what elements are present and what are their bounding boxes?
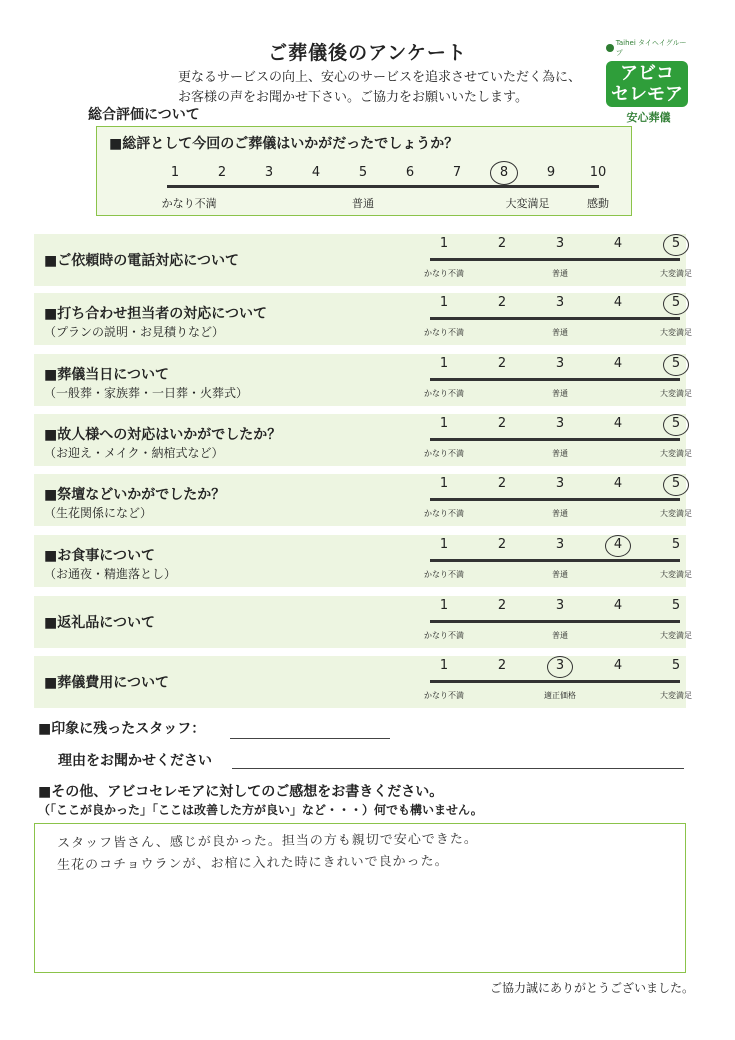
rating-option[interactable]: 3	[555, 658, 565, 673]
rating-scale-label: 大変満足	[660, 269, 692, 278]
selected-rating-circle	[663, 414, 689, 436]
rating-option[interactable]: 2	[497, 416, 507, 431]
rating-option[interactable]: 1	[439, 416, 449, 431]
rating-option[interactable]: 3	[555, 295, 565, 310]
question-title: ■祭壇などいかがでしたか？	[44, 487, 226, 503]
question-title: ■お食事について	[44, 548, 155, 564]
rating-option[interactable]: 4	[613, 416, 623, 431]
rating-option[interactable]: 3	[555, 537, 565, 552]
overall-scale-option[interactable]: 6	[405, 165, 415, 180]
brand-badge	[606, 61, 688, 107]
rating-scale-label: 普通	[552, 449, 568, 458]
overall-scale-option[interactable]: 1	[170, 165, 180, 180]
rating-option[interactable]: 1	[439, 295, 449, 310]
rating-option[interactable]: 1	[439, 658, 449, 673]
company-logo	[606, 38, 691, 125]
overall-scale-option[interactable]: 2	[217, 165, 227, 180]
rating-option[interactable]: 3	[555, 236, 565, 251]
rating-option[interactable]: 5	[671, 658, 681, 673]
rating-option[interactable]: 5	[671, 537, 681, 552]
rating-option[interactable]: 4	[613, 658, 623, 673]
rating-scale-line	[430, 498, 680, 501]
comments-heading: ■その他、アビコセレモアに対してのご感想をお書きください。	[38, 784, 444, 800]
overall-scale-option[interactable]: 9	[546, 165, 556, 180]
question-row	[34, 234, 692, 286]
question-subtitle: （一般葬・家族葬・一日葬・火葬式）	[44, 386, 249, 400]
rating-option[interactable]: 2	[497, 658, 507, 673]
rating-scale-label: 普通	[552, 631, 568, 640]
rating-scale-line	[430, 317, 680, 320]
selected-rating-circle	[663, 234, 689, 256]
rating-scale-label: 適正価格	[544, 691, 576, 700]
rating-option[interactable]: 2	[497, 476, 507, 491]
overall-scale-option[interactable]: 8	[499, 165, 509, 180]
brand-tagline: 安心葬儀	[626, 111, 671, 124]
selected-rating-circle	[663, 474, 689, 496]
rating-option[interactable]: 2	[497, 295, 507, 310]
rating-scale-label: 大変満足	[660, 570, 692, 579]
selected-rating-circle	[605, 535, 631, 557]
rating-option[interactable]: 3	[555, 476, 565, 491]
selected-rating-circle	[663, 354, 689, 376]
rating-option[interactable]: 3	[555, 356, 565, 371]
rating-scale-label: 普通	[552, 389, 568, 398]
rating-scale-label: 大変満足	[660, 691, 692, 700]
question-row	[34, 535, 692, 587]
question-title: ■故人様への対応はいかがでしたか？	[44, 427, 282, 443]
intro-line-2: お客様の声をお聞かせ下さい。ご協力をお願いいたします。	[178, 90, 528, 105]
overall-scale-label: 感動	[587, 197, 609, 210]
group-name: Taihei タイヘイグループ	[615, 39, 687, 57]
rating-option[interactable]: 4	[613, 295, 623, 310]
rating-option[interactable]: 5	[671, 236, 681, 251]
overall-scale-option[interactable]: 4	[311, 165, 321, 180]
rating-scale-label: 普通	[552, 509, 568, 518]
overall-scale-option[interactable]: 7	[452, 165, 462, 180]
question-subtitle: （お迎え・メイク・納棺式など）	[44, 446, 224, 460]
rating-option[interactable]: 5	[671, 356, 681, 371]
rating-scale-label: かなり不満	[424, 509, 464, 518]
question-subtitle: （お通夜・精進落とし）	[44, 567, 177, 581]
rating-option[interactable]: 2	[497, 356, 507, 371]
comments-subheading: （「ここが良かった」「ここは改善した方が良い」など・・・）何でも構いません。	[38, 803, 483, 817]
rating-option[interactable]: 5	[671, 416, 681, 431]
question-row	[34, 474, 692, 526]
question-title: ■ご依頼時の電話対応について	[44, 253, 239, 269]
rating-scale-label: かなり不満	[424, 389, 464, 398]
rating-scale-label: 大変満足	[660, 631, 692, 640]
page-title: ご葬儀後のアンケート	[268, 42, 467, 64]
overall-scale-option[interactable]: 5	[358, 165, 368, 180]
overall-box	[96, 126, 632, 216]
rating-scale-label: 普通	[552, 328, 568, 337]
thanks-text: ご協力誠にありがとうございました。	[490, 981, 695, 995]
rating-scale-label: かなり不満	[424, 691, 464, 700]
rating-scale-label: 大変満足	[660, 509, 692, 518]
brand-line-1: アビコ	[620, 63, 674, 84]
question-title: ■打ち合わせ担当者の対応について	[44, 306, 267, 322]
rating-scale-label: 普通	[552, 269, 568, 278]
comment-line-1: スタッフ皆さん、感じが良かった。担当の方も親切で安心できた。	[56, 831, 478, 852]
question-title: ■葬儀当日について	[44, 367, 169, 383]
rating-scale-label: 大変満足	[660, 449, 692, 458]
question-title: ■返礼品について	[44, 615, 155, 631]
question-subtitle: （生花関係になど）	[44, 506, 153, 520]
rating-scale-line	[430, 258, 680, 261]
overall-scale-label: 大変満足	[505, 197, 550, 210]
rating-scale-label: かなり不満	[424, 269, 464, 278]
question-row	[34, 596, 692, 648]
rating-scale-line	[430, 438, 680, 441]
rating-option[interactable]: 3	[555, 416, 565, 431]
taihei-logo-icon	[606, 44, 614, 52]
rating-option[interactable]: 4	[613, 476, 623, 491]
rating-option[interactable]: 4	[613, 356, 623, 371]
comments-box[interactable]	[34, 823, 686, 973]
overall-scale-line	[167, 185, 599, 188]
rating-option[interactable]: 1	[439, 356, 449, 371]
rating-scale-label: かなり不満	[424, 449, 464, 458]
rating-scale-label: 大変満足	[660, 328, 692, 337]
brand-line-2: セレモア	[611, 84, 683, 105]
selected-rating-circle	[490, 161, 518, 185]
rating-option[interactable]: 1	[439, 476, 449, 491]
rating-scale-label: かなり不満	[424, 570, 464, 579]
rating-scale-label: かなり不満	[424, 328, 464, 337]
question-title: ■葬儀費用について	[44, 675, 169, 691]
overall-scale-option[interactable]: 3	[264, 165, 274, 180]
rating-scale-label: 普通	[552, 570, 568, 579]
selected-rating-circle	[547, 656, 573, 678]
rating-option[interactable]: 3	[555, 598, 565, 613]
rating-option[interactable]: 4	[613, 598, 623, 613]
overall-scale-option[interactable]: 10	[589, 165, 607, 180]
rating-option[interactable]: 5	[671, 295, 681, 310]
intro-line-1: 更なるサービスの向上、安心のサービスを追求させていただく為に、	[178, 70, 582, 85]
rating-option[interactable]: 2	[497, 598, 507, 613]
overall-question: ■総評として今回のご葬儀はいかがだったでしょうか？	[109, 136, 459, 152]
reason-label: 理由をお聞かせください	[58, 753, 212, 769]
overall-scale-label: 普通	[352, 197, 374, 210]
comment-line-2: 生花のコチョウランが、お棺に入れた時にきれいで良かった。	[56, 853, 449, 874]
question-row	[34, 656, 692, 708]
rating-scale-line	[430, 620, 680, 623]
rating-scale-line	[430, 680, 680, 683]
question-row	[34, 414, 692, 466]
rating-scale-label: かなり不満	[424, 631, 464, 640]
rating-option[interactable]: 4	[613, 537, 623, 552]
rating-option[interactable]: 5	[671, 598, 681, 613]
rating-scale-line	[430, 378, 680, 381]
selected-rating-circle	[663, 293, 689, 315]
rating-option[interactable]: 2	[497, 236, 507, 251]
rating-scale-line	[430, 559, 680, 562]
rating-option[interactable]: 2	[497, 537, 507, 552]
rating-scale-label: 大変満足	[660, 389, 692, 398]
rating-option[interactable]: 1	[439, 236, 449, 251]
rating-option[interactable]: 1	[439, 598, 449, 613]
reason-input[interactable]	[232, 768, 684, 769]
question-row	[34, 293, 692, 345]
group-label	[606, 38, 691, 58]
overall-scale-label: かなり不満	[161, 197, 217, 210]
rating-option[interactable]: 4	[613, 236, 623, 251]
rating-option[interactable]: 5	[671, 476, 681, 491]
question-subtitle: （プランの説明・お見積りなど）	[44, 325, 225, 339]
staff-input[interactable]	[230, 738, 390, 739]
rating-option[interactable]: 1	[439, 537, 449, 552]
question-row	[34, 354, 692, 406]
staff-label: ■印象に残ったスタッフ：	[38, 721, 206, 737]
overall-heading: 総合評価について	[88, 107, 200, 123]
